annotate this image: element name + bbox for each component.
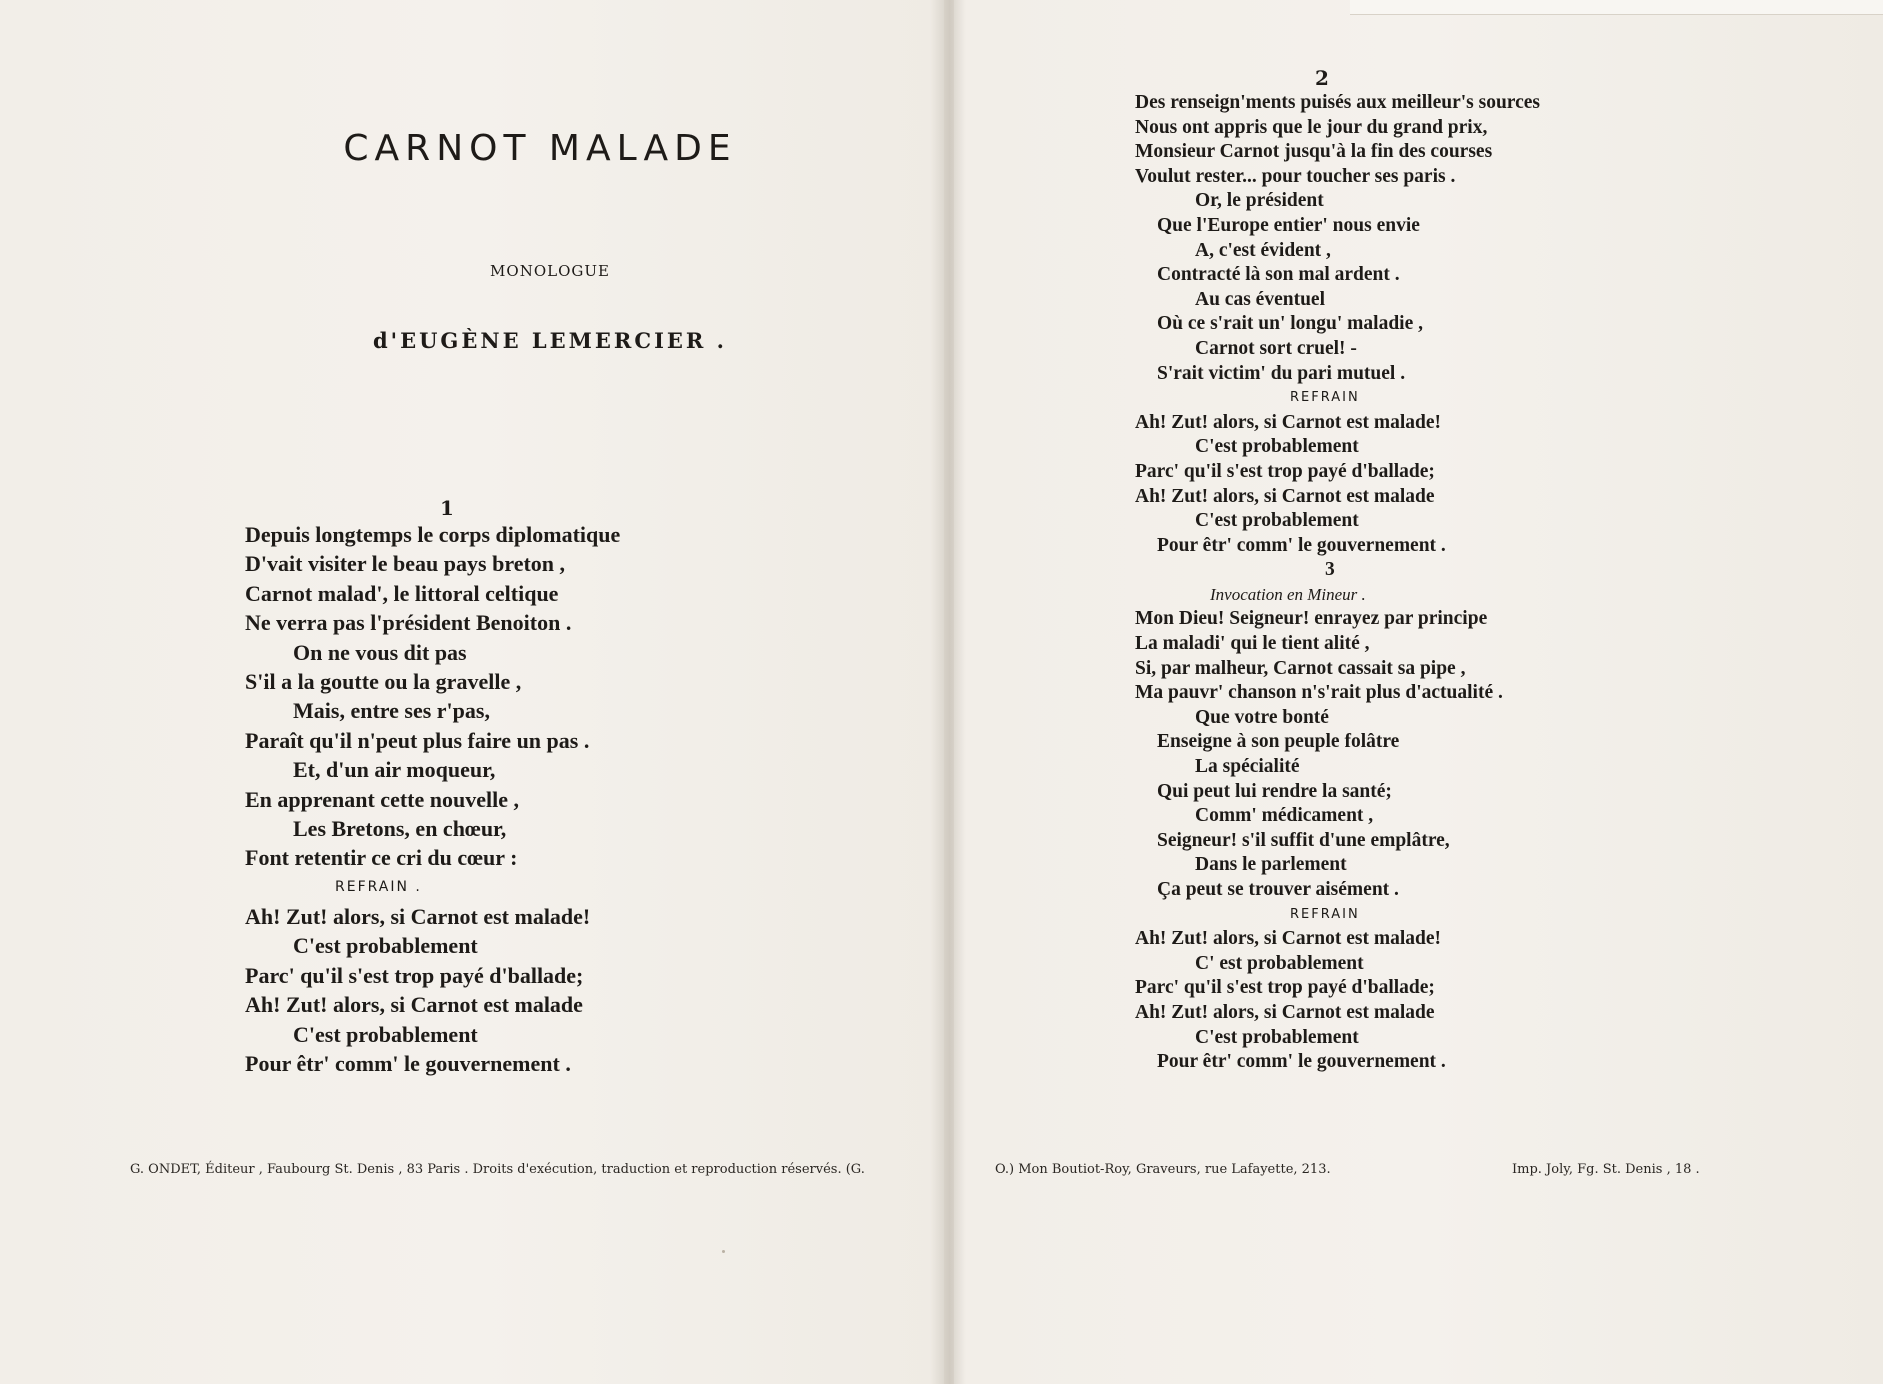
verse-line: Carnot sort cruel! - (1195, 337, 1357, 359)
stanza-2-and-3 (1135, 91, 1540, 1075)
verse-line: Ma pauvr' chanson n's'rait plus d'actualité . (1135, 682, 1503, 704)
book-gutter (930, 0, 966, 1384)
refrain-line: C'est probablement (293, 1021, 478, 1047)
stanza-heading: Invocation en Mineur . (1210, 584, 1366, 604)
refrain-line: Parc' qu'il s'est trop payé d'ballade; (1135, 460, 1435, 482)
verse-line: Ça peut se trouver aisément . (1157, 879, 1399, 900)
verse-line: Seigneur! s'il suffit d'une emplâtre, (1157, 829, 1450, 851)
refrain-line: Ah! Zut! alors, si Carnot est malade (245, 992, 583, 1018)
verse-line: D'vait visiter le beau pays breton , (245, 551, 566, 577)
refrain-label: REFRAIN (1290, 390, 1360, 406)
verse-line: Qui peut lui rendre la santé; (1157, 780, 1392, 802)
refrain-line: Parc' qu'il s'est trop payé d'ballade; (245, 962, 584, 988)
stanza-number-2: 2 (1315, 66, 1329, 90)
refrain-line: Ah! Zut! alors, si Carnot est malade (1135, 485, 1435, 507)
stanza-1 (245, 520, 620, 1078)
refrain-line: Ah! Zut! alors, si Carnot est malade! (245, 904, 591, 930)
verse-line: Nous ont appris que le jour du grand prix, (1135, 116, 1488, 138)
refrain-line: C'est probablement (1195, 510, 1359, 532)
verse-line: Voulut rester... pour toucher ses paris . (1135, 165, 1456, 187)
verse-line: Contracté là son mal ardent . (1157, 264, 1400, 286)
paper-speck (722, 1250, 725, 1253)
verse-line: La maladi' qui le tient alité , (1135, 633, 1370, 655)
refrain-line: C'est probablement (293, 933, 478, 959)
refrain-line: Ah! Zut! alors, si Carnot est malade (1135, 1001, 1435, 1023)
verse-line: Que l'Europe entier' nous envie (1157, 214, 1420, 236)
refrain-line: C'est probablement (1195, 436, 1359, 458)
refrain-line: C'est probablement (1195, 1026, 1359, 1048)
verse-line: Or, le président (1195, 190, 1324, 212)
engraver-footer: O.) Mon Boutiot-Roy, Graveurs, rue Lafayette, 213. (995, 1162, 1331, 1177)
stanza-number-1: 1 (440, 496, 454, 520)
verse-line: Et, d'un air moqueur, (293, 757, 496, 783)
refrain-line: Pour êtr' comm' le gouvernement . (245, 1051, 571, 1077)
refrain-label: REFRAIN (1290, 906, 1360, 922)
verse-line: La spécialité (1195, 756, 1300, 778)
stanza-number-3: 3 (1325, 559, 1335, 581)
verse-line: Les Bretons, en chœur, (293, 815, 507, 841)
verse-line: Des renseign'ments puisés aux meilleur's sources (1135, 92, 1540, 113)
refrain-line: Ah! Zut! alors, si Carnot est malade! (1135, 411, 1442, 433)
paper-edge (1350, 0, 1883, 15)
verse-line: Enseigne à son peuple folâtre (1157, 731, 1400, 753)
verse-line: En apprenant cette nouvelle , (245, 786, 519, 812)
verse-line: Où ce s'rait un' longu' maladie , (1157, 313, 1423, 335)
refrain-line: Parc' qu'il s'est trop payé d'ballade; (1135, 977, 1435, 999)
verse-line: Dans le parlement (1195, 854, 1347, 876)
verse-line: Carnot malad', le littoral celtique (245, 580, 559, 606)
author-credit: d'EUGÈNE LEMERCIER . (373, 328, 727, 353)
verse-line: Comm' médicament , (1195, 805, 1374, 827)
verse-line: Monsieur Carnot jusqu'à la fin des courses (1135, 141, 1493, 163)
refrain-line: Pour êtr' comm' le gouvernement . (1157, 1051, 1446, 1073)
verse-line: Font retentir ce cri du cœur : (245, 845, 518, 871)
verse-line: Ne verra pas l'président Benoiton . (245, 610, 572, 636)
subtitle: MONOLOGUE (490, 262, 610, 280)
verse-line: On ne vous dit pas (293, 639, 467, 665)
refrain-line: C' est probablement (1195, 952, 1364, 974)
verse-line: Si, par malheur, Carnot cassait sa pipe , (1135, 657, 1466, 679)
verse-line: Paraît qu'il n'peut plus faire un pas . (245, 727, 590, 753)
refrain-line: Ah! Zut! alors, si Carnot est malade! (1135, 928, 1442, 950)
refrain-label: REFRAIN . (335, 878, 422, 895)
verse-line: Mais, entre ses r'pas, (293, 698, 490, 724)
verse-line: Depuis longtemps le corps diplomatique (245, 522, 621, 547)
song-title: CARNOT MALADE (343, 128, 737, 169)
verse-line: S'il a la goutte ou la gravelle , (245, 668, 522, 694)
verse-line: Que votre bonté (1195, 706, 1329, 728)
verse-line: Au cas éventuel (1195, 288, 1325, 310)
verse-line: S'rait victim' du pari mutuel . (1157, 362, 1406, 384)
verse-line: Mon Dieu! Seigneur! enrayez par principe (1135, 608, 1488, 630)
refrain-line: Pour êtr' comm' le gouvernement . (1157, 534, 1446, 556)
printer-footer: Imp. Joly, Fg. St. Denis , 18 . (1512, 1162, 1700, 1177)
publisher-footer: G. ONDET, Éditeur , Faubourg St. Denis , 83 Paris . Droits d'exécution, traduction et reproduction réservés. (G. (130, 1162, 865, 1177)
verse-line: A, c'est évident , (1195, 239, 1331, 261)
